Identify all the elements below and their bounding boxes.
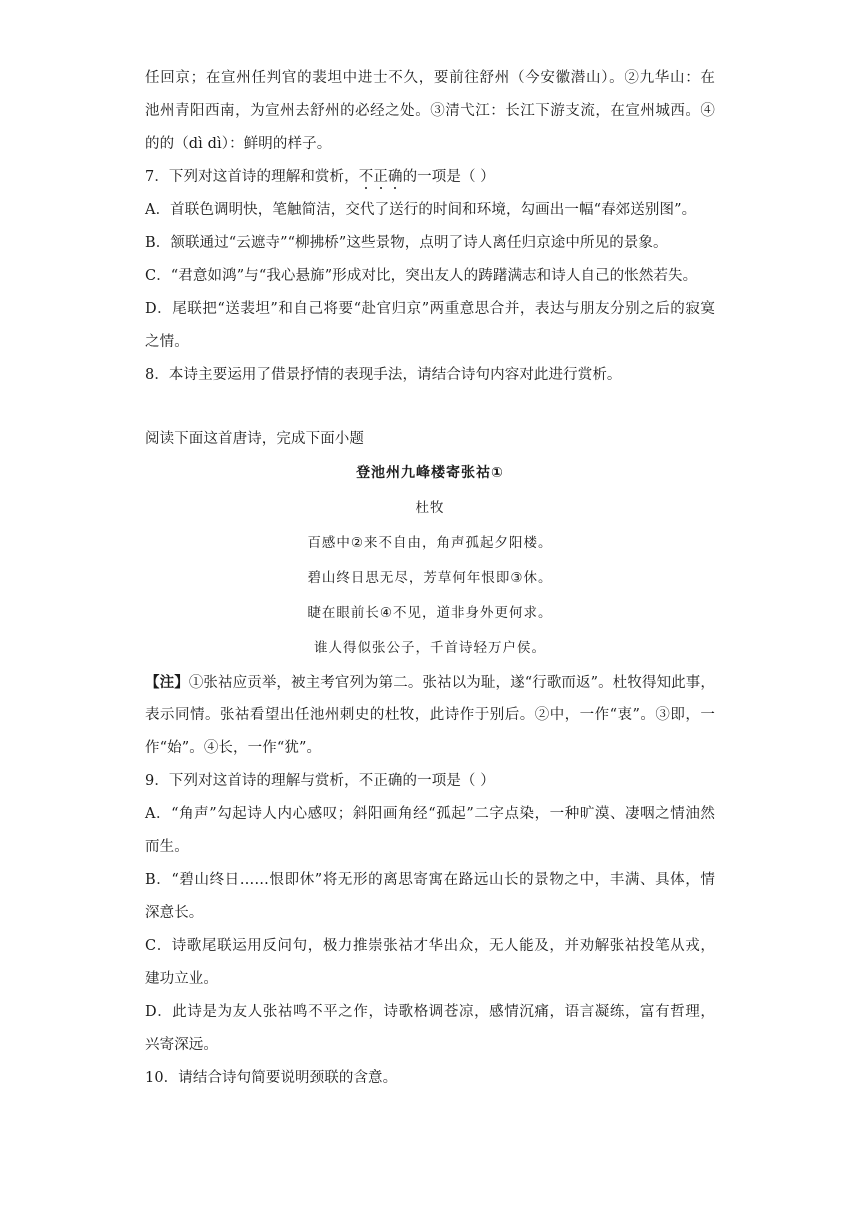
question-9-stem: 9．下列对这首诗的理解与赏析，不正确的一项是（ ） [145,773,495,789]
poem-note-line-2: 表示同情。张祜看望出任池州刺史的杜牧，此诗作于别后。②中，一作“衷”。③即，一 [145,707,715,723]
question-7-stem [145,161,715,194]
question-9-option-b-line-1: B．“碧山终日……恨即休”将无形的离思寄寓在路远山长的景物之中，丰满、具体，情 [145,872,715,888]
question-9-option-d-line-1: D．此诗是为友人张祜鸣不平之作，诗歌格调苍凉，感情沉痛，语言凝练，富有哲理， [145,1004,715,1020]
poem-note-label: 【注】 [145,674,189,691]
section-gap [145,392,715,423]
reading-intro: 阅读下面这首唐诗，完成下面小题 [145,431,364,447]
question-10: 10．请结合诗句简要说明颈联的含意。 [145,1070,398,1086]
poem-title: 登池州九峰楼寄张祜① [356,465,504,481]
question-7-option-c: C．“君意如鸿”与“我心悬旆”形成对比，突出友人的踌躇满志和诗人自己的怅然若失。 [145,268,698,284]
emphasis-dot-char: 不 [358,169,374,185]
question-7-stem-after: 的一项是（ ） [402,169,495,185]
poem-line-4: 谁人得似张公子，千首诗轻万户侯。 [314,640,546,656]
question-7-option-b: B．颔联通过“云遮寺”“柳拂桥”这些景物，点明了诗人离任归京途中所见的景象。 [145,235,668,251]
question-7-option-a: A．首联色调明快，笔触简洁，交代了送行的时间和环境，勾画出一幅“春郊送别图”。 [145,202,697,218]
document-page [145,62,715,1095]
poem-author: 杜牧 [415,500,445,516]
question-9-option-b-line-2: 深意长。 [145,905,204,921]
question-9-option-a-line-1: A．“角声”勾起诗人内心感叹；斜阳画角经“孤起”二字点染，一种旷漠、凄咽之情油然 [145,806,715,822]
emphasis-dot-char: 正 [373,169,388,185]
question-7-option-d-line-2: 之情。 [145,334,189,350]
question-7-option-d-line-1: D．尾联把“送裴坦”和自己将要“赴官归京”两重意思合并，表达与朋友分别之后的寂寞 [145,301,715,317]
note-continuation-line-3: 的的（dì dì）：鲜明的样子。 [145,136,332,152]
question-9-option-d-line-2: 兴寄深远。 [145,1037,218,1053]
note-continuation-line-1: 任回京；在宣州任判官的裴坦中进士不久，要前往舒州（今安徽潜山）。②九华山：在 [145,70,715,86]
question-7-stem-before: 7．下列对这首诗的理解和赏析， [145,169,359,185]
question-9-option-c-line-2: 建功立业。 [145,971,218,987]
poem-line-2: 碧山终日思无尽，芳草何年恨即③休。 [307,570,553,586]
poem-note-line-1 [145,666,715,699]
question-9-option-a-line-2: 而生。 [145,839,189,855]
poem-line-1: 百感中②来不自由，角声孤起夕阳楼。 [307,535,553,551]
question-8: 8．本诗主要运用了借景抒情的表现手法，请结合诗句内容对此进行赏析。 [145,367,622,383]
poem-note-line-3: 作“始”。④长，一作“犹”。 [145,740,322,756]
poem-line-3: 睫在眼前长④不见，道非身外更何求。 [307,605,553,621]
emphasis-dot-char: 确 [387,169,403,185]
question-9-option-c-line-1: C．诗歌尾联运用反问句，极力推崇张祜才华出众，无人能及，并劝解张祜投笔从戎， [145,938,715,954]
note-continuation-line-2: 池州青阳西南，为宣州去舒州的必经之处。③清弋江：长江下游支流，在宣州城西。④ [145,103,715,119]
poem-note-text-1: ①张祜应贡举，被主考官列为第二。张祜以为耻，遂“行歌而返”。杜牧得知此事， [188,675,715,691]
